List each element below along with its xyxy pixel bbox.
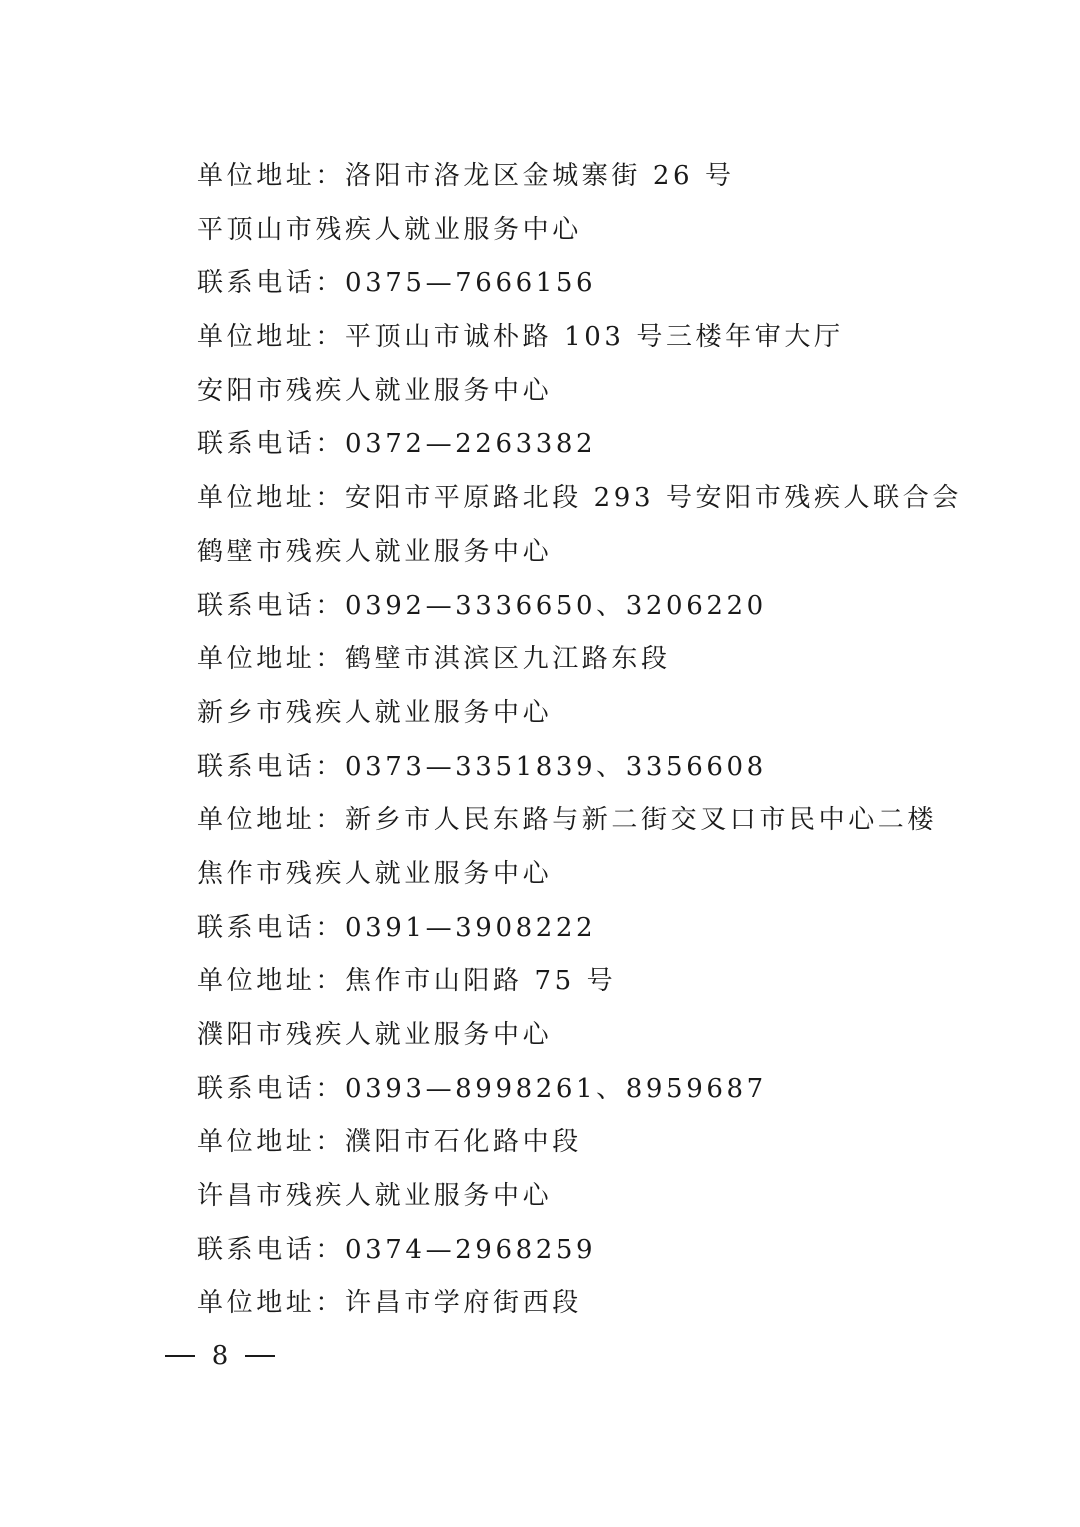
address-line-xinxiang: 单位地址：新乡市人民东路与新二街交叉口市民中心二楼 bbox=[197, 805, 938, 836]
page-number bbox=[165, 1336, 275, 1376]
address-line-pingdingshan: 单位地址：平顶山市诚朴路 103 号三楼年审大厅 bbox=[197, 322, 844, 353]
address-line-jiaozuo: 单位地址：焦作市山阳路 75 号 bbox=[197, 966, 617, 997]
center-name-puyang: 濮阳市残疾人就业服务中心 bbox=[197, 1020, 553, 1050]
phone-line-xinxiang: 联系电话：0373—3351839、3356608 bbox=[197, 751, 767, 782]
address-line-hebi: 单位地址：鹤壁市淇滨区九江路东段 bbox=[197, 644, 671, 675]
center-name-xuchang: 许昌市残疾人就业服务中心 bbox=[197, 1181, 553, 1212]
page-number-left-dash bbox=[165, 1355, 195, 1357]
address-line-anyang: 单位地址：安阳市平原路北段 293 号安阳市残疾人联合会 bbox=[197, 483, 962, 514]
phone-line-puyang: 联系电话：0393—8998261、8959687 bbox=[197, 1073, 767, 1104]
address-line-xuchang: 单位地址：许昌市学府街西段 bbox=[197, 1288, 582, 1319]
phone-line-jiaozuo: 联系电话：0391—3908222 bbox=[197, 912, 597, 943]
phone-line-hebi: 联系电话：0392—3336650、3206220 bbox=[197, 590, 767, 621]
center-name-xinxiang: 新乡市残疾人就业服务中心 bbox=[197, 697, 553, 728]
center-name-jiaozuo: 焦作市残疾人就业服务中心 bbox=[197, 858, 553, 889]
center-name-hebi: 鹤壁市残疾人就业服务中心 bbox=[197, 536, 553, 567]
center-name-pingdingshan: 平顶山市残疾人就业服务中心 bbox=[197, 214, 582, 245]
address-line-luoyang: 单位地址：洛阳市洛龙区金城寨街 26 号 bbox=[197, 161, 735, 191]
phone-line-xuchang: 联系电话：0374—2968259 bbox=[197, 1234, 597, 1265]
page-number-right-dash bbox=[245, 1355, 275, 1357]
center-name-anyang: 安阳市残疾人就业服务中心 bbox=[197, 375, 553, 406]
phone-line-anyang: 联系电话：0372—2263382 bbox=[197, 429, 597, 460]
contact-list bbox=[197, 150, 962, 1331]
address-line-puyang: 单位地址：濮阳市石化路中段 bbox=[197, 1127, 582, 1158]
phone-line-pingdingshan: 联系电话：0375—7666156 bbox=[197, 268, 597, 299]
page-number-value: 8 bbox=[211, 1341, 229, 1371]
